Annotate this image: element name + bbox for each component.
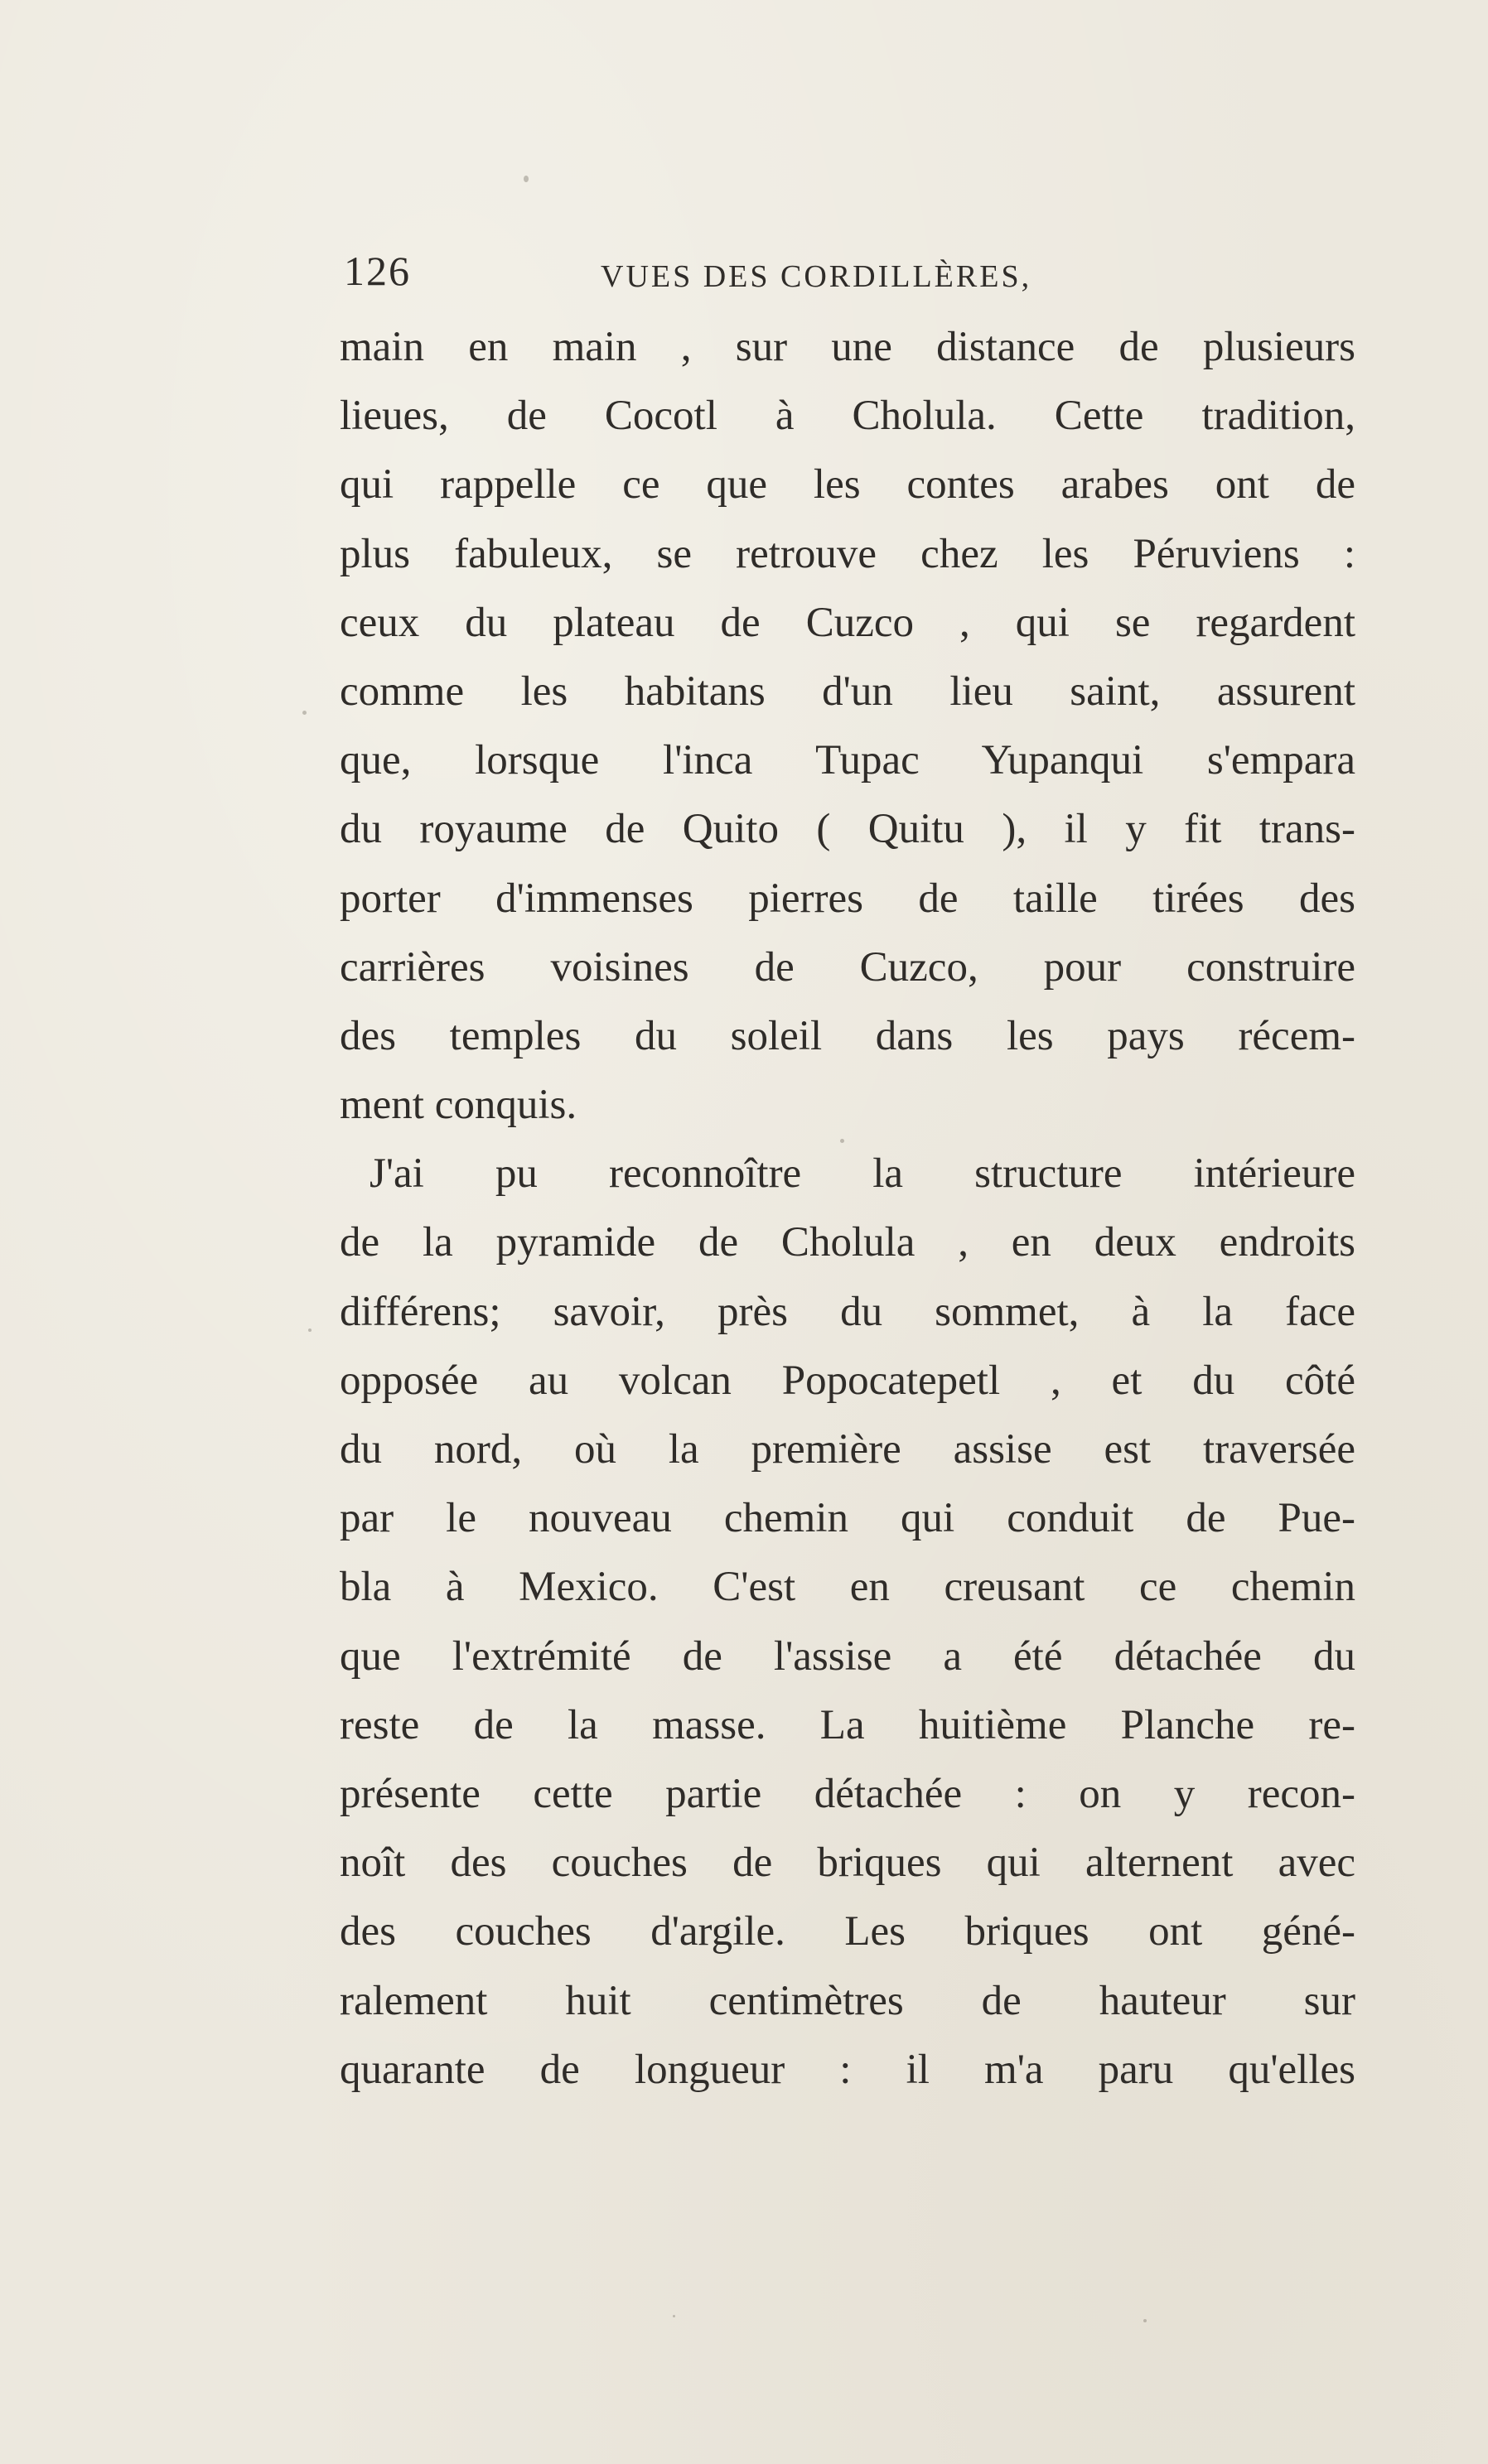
running-head: VUES DES CORDILLÈRES,: [601, 259, 1032, 294]
page-header: [344, 247, 1355, 305]
paragraph-1: [340, 313, 1355, 1140]
text-line: quarante de longueur : il m'a paru qu'elles: [340, 2046, 1355, 2093]
text-line: différens; savoir, près du sommet, à la face: [340, 1288, 1355, 1335]
text-line: carrières voisines de Cuzco, pour construire: [340, 943, 1355, 991]
text-line: opposée au volcan Popocatepetl , et du côté: [340, 1357, 1355, 1404]
text-line: J'ai pu reconnoître la structure intérieure: [370, 1150, 1355, 1198]
text-line: bla à Mexico. C'est en creusant ce chemin: [340, 1564, 1355, 1611]
text-line: que l'extrémité de l'assise a été détachée du: [340, 1632, 1355, 1680]
text-line: ralement huit centimètres de hauteur sur: [340, 1977, 1355, 2024]
text-line: que, lorsque l'inca Tupac Yupanqui s'empara: [340, 737, 1355, 784]
text-line: des couches d'argile. Les briques ont géné-: [340, 1908, 1355, 1955]
body-text: [340, 313, 1355, 2105]
text-line: par le nouveau chemin qui conduit de Pue-: [340, 1495, 1355, 1542]
text-line: noît des couches de briques qui alternent avec: [340, 1840, 1355, 1887]
page-number: 126: [344, 248, 411, 294]
text-line: comme les habitans d'un lieu saint, assurent: [340, 668, 1355, 715]
text-line: main en main , sur une distance de plusieurs: [340, 324, 1355, 370]
paragraph-2: [340, 1140, 1355, 2105]
text-line: porter d'immenses pierres de taille tirées des: [340, 875, 1355, 922]
text-line: plus fabuleux, se retrouve chez les Péruviens :: [340, 530, 1355, 577]
text-line: du royaume de Quito ( Quitu ), il y fit trans-: [340, 806, 1355, 853]
text-line: du nord, où la première assise est traversée: [340, 1426, 1355, 1473]
text-line: présente cette partie détachée : on y recon-: [340, 1770, 1355, 1817]
text-line: des temples du soleil dans les pays récem-: [340, 1012, 1355, 1059]
text-line: lieues, de Cocotl à Cholula. Cette tradition,: [340, 393, 1355, 440]
text-line: qui rappelle ce que les contes arabes ont de: [340, 461, 1355, 509]
text-line: reste de la masse. La huitième Planche re-: [340, 1701, 1355, 1748]
text-line: ment conquis.: [340, 1082, 577, 1129]
text-line: de la pyramide de Cholula , en deux endroits: [340, 1219, 1355, 1266]
text-line: ceux du plateau de Cuzco , qui se regardent: [340, 599, 1355, 646]
